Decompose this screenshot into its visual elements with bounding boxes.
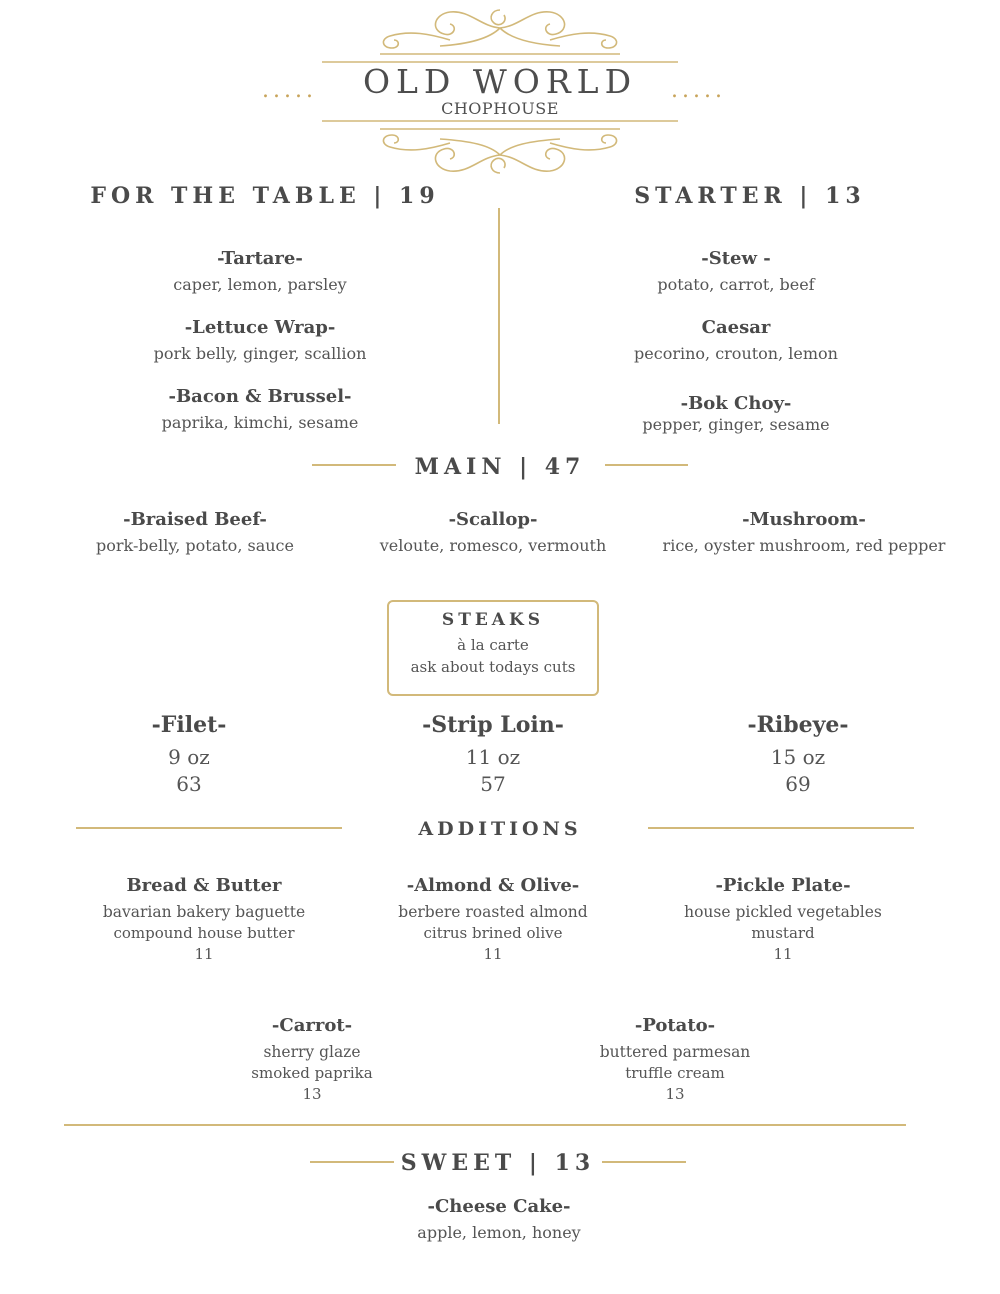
item-name: -Potato- xyxy=(634,1015,716,1036)
main-rule-left xyxy=(312,464,396,466)
item-desc: potato, carrot, beef xyxy=(657,275,815,294)
steak-price: 69 xyxy=(785,772,811,796)
steaks-note-1: à la carte xyxy=(457,636,529,654)
item-desc: pork belly, ginger, scallion xyxy=(153,344,367,363)
item-price: 11 xyxy=(194,945,214,963)
menu-item xyxy=(349,1196,649,1242)
sweet-heading: SWEET | 13 xyxy=(400,1150,596,1176)
item-desc: pork-belly, potato, sauce xyxy=(96,536,294,555)
steak-item xyxy=(89,712,289,798)
menu-item xyxy=(654,509,954,555)
addition-item xyxy=(653,875,913,965)
item-name: -Braised Beef- xyxy=(123,509,267,530)
menu-item xyxy=(110,386,410,432)
item-name: -Pickle Plate- xyxy=(715,875,851,896)
addition-item xyxy=(545,1015,805,1105)
item-desc-2: citrus brined olive xyxy=(423,924,563,942)
header-dots-right: ..... xyxy=(671,78,726,103)
addition-item xyxy=(363,875,623,965)
item-desc-1: berbere roasted almond xyxy=(398,903,588,921)
menu-item xyxy=(60,509,330,555)
item-desc: veloute, romesco, vermouth xyxy=(379,536,607,555)
item-desc-2: truffle cream xyxy=(625,1064,725,1082)
steaks-note-2: ask about todays cuts xyxy=(410,658,576,676)
item-desc: rice, oyster mushroom, red pepper xyxy=(662,536,946,555)
item-name: -Strip Loin- xyxy=(422,712,564,738)
item-desc-2: smoked paprika xyxy=(251,1064,373,1082)
steak-price: 57 xyxy=(480,772,506,796)
for-the-table-heading: FOR THE TABLE | 19 xyxy=(90,183,440,209)
item-desc: paprika, kimchi, sesame xyxy=(161,413,359,432)
steak-price: 63 xyxy=(176,772,202,796)
item-desc: apple, lemon, honey xyxy=(417,1223,581,1242)
item-name: -Lettuce Wrap- xyxy=(184,317,336,338)
item-name: -Bacon & Brussel- xyxy=(168,386,352,407)
sweet-top-rule xyxy=(64,1124,906,1126)
item-price: 13 xyxy=(665,1085,685,1103)
item-desc-2: mustard xyxy=(751,924,815,942)
item-name: -Filet- xyxy=(151,712,227,738)
item-name: -Ribeye- xyxy=(747,712,849,738)
menu-item xyxy=(586,393,886,434)
sweet-rule-left xyxy=(310,1161,394,1163)
item-price: 11 xyxy=(773,945,793,963)
steaks-box xyxy=(387,600,599,696)
steak-weight: 9 oz xyxy=(168,745,210,769)
sweet-rule-right xyxy=(602,1161,686,1163)
item-name: -Tartare- xyxy=(217,248,303,269)
item-name: -Almond & Olive- xyxy=(406,875,580,896)
item-name: -Cheese Cake- xyxy=(427,1196,571,1217)
header-dots-left: ..... xyxy=(262,78,317,103)
brand-title: OLD WORLD xyxy=(362,62,638,101)
item-name: -Mushroom- xyxy=(742,509,866,530)
steak-weight: 15 oz xyxy=(770,745,826,769)
starter-heading: STARTER | 13 xyxy=(634,183,866,209)
menu-item xyxy=(110,317,410,363)
main-heading: MAIN | 47 xyxy=(414,454,586,480)
item-name: -Bok Choy- xyxy=(680,393,792,414)
steak-weight: 11 oz xyxy=(465,745,521,769)
item-desc: caper, lemon, parsley xyxy=(173,275,347,294)
steak-item xyxy=(698,712,898,798)
item-desc-1: bavarian bakery baguette xyxy=(102,903,306,921)
additions-rule-left xyxy=(76,827,342,829)
menu-item xyxy=(358,509,628,555)
item-price: 11 xyxy=(483,945,503,963)
additions-rule-right xyxy=(648,827,914,829)
addition-item xyxy=(74,875,334,965)
menu-item xyxy=(110,248,410,294)
additions-heading: ADDITIONS xyxy=(418,818,582,840)
item-name: -Carrot- xyxy=(271,1015,353,1036)
item-desc-1: buttered parmesan xyxy=(599,1043,751,1061)
item-name: -Stew - xyxy=(701,248,771,269)
item-desc: pepper, ginger, sesame xyxy=(642,415,830,434)
item-name: -Scallop- xyxy=(448,509,538,530)
item-price: 13 xyxy=(302,1085,322,1103)
brand-subtitle: CHOPHOUSE xyxy=(441,99,559,118)
menu-item xyxy=(586,317,886,363)
item-desc-1: sherry glaze xyxy=(263,1043,361,1061)
menu-item xyxy=(586,248,886,294)
steak-item xyxy=(393,712,593,798)
column-divider xyxy=(498,208,500,424)
item-desc-1: house pickled vegetables xyxy=(684,903,882,921)
item-name: Bread & Butter xyxy=(126,875,282,896)
item-desc: pecorino, crouton, lemon xyxy=(634,344,838,363)
item-desc-2: compound house butter xyxy=(113,924,295,942)
main-rule-right xyxy=(605,464,688,466)
addition-item xyxy=(182,1015,442,1105)
steaks-heading: STEAKS xyxy=(441,610,545,630)
item-name: Caesar xyxy=(701,317,771,338)
